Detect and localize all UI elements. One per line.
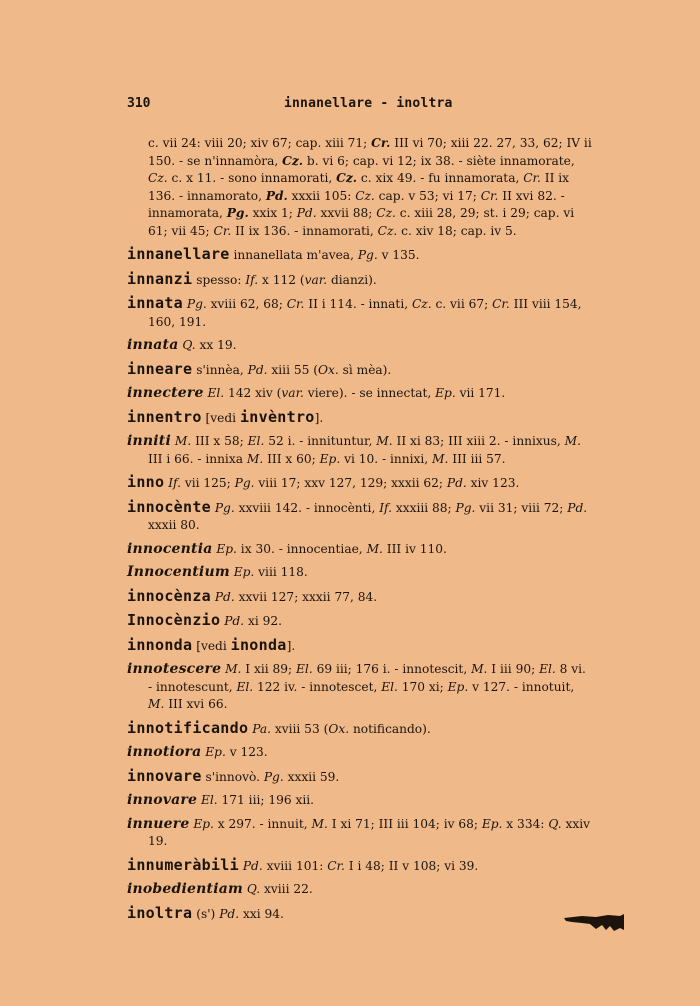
entry-text: I xi 71; III iii 104; iv 68; <box>327 816 482 831</box>
source-abbreviation: If. <box>245 272 259 287</box>
dictionary-entry <box>127 295 593 331</box>
entry-text: vi 10. - innixi, <box>340 451 433 466</box>
entry-text: III viii 154, 160, 191. <box>148 297 582 329</box>
source-abbreviation: Cz. <box>411 297 432 311</box>
entry-text: xxiv 19. <box>148 816 590 848</box>
source-abbreviation: Ep. <box>481 816 503 831</box>
source-abbreviation: Ep. <box>216 541 237 556</box>
source-abbreviation: Cz. <box>148 171 168 185</box>
source-abbreviation: Pd. <box>224 614 245 628</box>
entry-text: I iii 90; <box>487 662 540 676</box>
entry-text: xiv 123. <box>466 476 520 490</box>
entry-text: (s') <box>192 906 220 921</box>
source-abbreviation: M. <box>432 451 449 466</box>
dictionary-entry <box>127 881 593 899</box>
entry-text: II xi 83; III xiii 2. - innixus, <box>392 434 565 448</box>
entry-text: c. xiv 18; cap. iv 5. <box>397 223 517 238</box>
dictionary-entry <box>127 637 593 656</box>
entry-text: [vedi <box>201 410 240 425</box>
source-abbreviation: Cr. <box>286 297 305 311</box>
headword: inneare <box>127 359 193 378</box>
source-abbreviation: M. <box>376 434 393 448</box>
entry-text: xxi 94. <box>239 906 284 921</box>
source-abbreviation: Pd. <box>567 500 588 515</box>
page-number: 310 <box>127 96 151 111</box>
source-abbreviation: Pd. <box>296 206 317 220</box>
source-abbreviation: Cz. <box>336 171 357 185</box>
source-abbreviation: M. <box>366 541 383 556</box>
source-abbreviation: Pg. <box>214 500 235 515</box>
headword: inno <box>127 473 165 491</box>
entry-text: II ix 136. - innamorati, <box>231 223 378 238</box>
source-abbreviation: If. <box>379 500 392 515</box>
entry-text: v 135. <box>377 248 420 262</box>
dictionary-entry <box>127 744 593 762</box>
dictionary-entry <box>127 612 593 631</box>
entry-text: x 334: <box>502 816 549 831</box>
source-abbreviation: Q. <box>182 338 196 352</box>
source-abbreviation: M. <box>564 434 581 448</box>
entry-text: III i 66. - innixa <box>148 451 247 466</box>
entry-text: III xvi 66. <box>164 697 228 711</box>
source-abbreviation: Ox. <box>317 362 339 377</box>
source-abbreviation: Pg. <box>263 769 284 784</box>
entry-text: II i 114. - innati, <box>304 297 412 311</box>
entry-text: xx 19. <box>195 338 237 352</box>
entry-text: xxxii 105: <box>287 188 356 203</box>
dictionary-entry <box>127 385 593 403</box>
dictionary-entry <box>127 792 593 810</box>
entry-text: innanellata m'avea, <box>229 248 358 262</box>
source-abbreviation: Pd. <box>265 188 288 203</box>
source-abbreviation: Cz. <box>377 223 398 238</box>
entry-text: viii 17; xxv 127, 129; xxxii 62; <box>254 476 447 490</box>
dictionary-entry <box>127 816 593 851</box>
source-abbreviation: Pd. <box>242 858 263 873</box>
source-abbreviation: M. <box>311 816 328 831</box>
dictionary-entry <box>127 433 593 468</box>
dictionary-entry <box>127 588 593 607</box>
source-abbreviation: Pd. <box>446 476 467 490</box>
source-abbreviation: Ep. <box>233 565 255 579</box>
entry-text: III iii 57. <box>448 451 506 466</box>
headword: innumeràbili <box>127 855 239 874</box>
source-abbreviation: El. <box>381 679 398 694</box>
entry-text: s'innèa, <box>192 362 248 377</box>
entry-text: c. vii 67; <box>431 297 493 311</box>
source-abbreviation: Pd. <box>247 362 268 377</box>
dictionary-entry <box>127 246 593 265</box>
source-abbreviation: Cr. <box>480 188 499 203</box>
source-abbreviation: M. <box>225 662 242 676</box>
entry-text: dianzi). <box>327 272 377 287</box>
entry-text: 171 iii; 196 xii. <box>217 793 315 807</box>
dictionary-entry <box>127 337 593 355</box>
entry-text: I i 48; II v 108; vi 39. <box>344 858 479 873</box>
entry-text: I xii 89; <box>241 662 297 676</box>
entry-text: III iv 110. <box>382 541 447 556</box>
entry-text: xxxii 80. <box>148 518 200 532</box>
source-abbreviation: Ox. <box>328 721 350 736</box>
dictionary-entry <box>127 409 593 428</box>
dictionary-entry <box>127 768 593 787</box>
dictionary-entry <box>127 661 593 714</box>
cross-reference-headword: invèntro <box>239 407 315 426</box>
source-abbreviation: Q. <box>548 816 562 831</box>
headword: innonda <box>127 635 193 654</box>
headword: innocentia <box>127 540 213 557</box>
headword: innocènza <box>127 586 211 605</box>
printer-ornament-icon <box>562 912 626 932</box>
entry-continuation <box>127 135 593 240</box>
entry-text: xxvii 88; <box>316 206 377 220</box>
source-abbreviation: Ep. <box>319 451 341 466</box>
source-abbreviation: Ep. <box>205 745 226 759</box>
source-abbreviation: Cr. <box>327 858 345 873</box>
headword: inobedientiam <box>127 881 243 897</box>
entry-text: vii 31; viii 72; <box>475 500 568 515</box>
entry-text: ]. <box>286 638 296 653</box>
entry-text: x 297. - innuit, <box>213 816 312 831</box>
entries-list <box>127 135 593 929</box>
source-abbreviation: Cr. <box>213 223 232 238</box>
headword: inniti <box>127 433 171 449</box>
entry-text: 69 iii; 176 i. - innotescit, <box>312 662 472 676</box>
entry-text: c. vii 24: viii 20; xiv 67; cap. xiii 71; <box>148 136 372 150</box>
source-abbreviation: El. <box>236 679 254 694</box>
source-abbreviation: Pg. <box>357 248 378 262</box>
entry-text: vii 171. <box>455 386 506 400</box>
entry-text: 8 vi. - innotescunt, <box>148 662 586 694</box>
source-abbreviation: Cz. <box>282 153 304 168</box>
source-abbreviation: Cz. <box>355 188 375 203</box>
entry-text: III x 60; <box>263 451 320 466</box>
headword: innovare <box>127 792 198 808</box>
source-abbreviation: Ep. <box>193 816 214 831</box>
entry-text: xxxiii 88; <box>391 500 456 515</box>
entry-text: xxvii 127; xxxii 77, 84. <box>234 589 378 604</box>
source-abbreviation: El. <box>539 662 556 676</box>
headword: innocènte <box>127 497 211 516</box>
entry-text: 52 i. - innituntur, <box>264 434 377 448</box>
source-abbreviation: El. <box>247 434 265 448</box>
entry-text: c. xix 49. - fu innamorata, <box>357 171 524 185</box>
entry-text: xxviii 142. - innocènti, <box>234 500 380 515</box>
entry-text: notificando). <box>349 721 431 736</box>
dictionary-entry <box>127 271 593 290</box>
dictionary-entry <box>127 905 593 924</box>
entry-text: x 112 ( <box>258 272 305 287</box>
entry-text: xi 92. <box>244 614 282 628</box>
entry-text: xviii 101: <box>262 858 328 873</box>
source-abbreviation: Cz. <box>376 206 396 220</box>
entry-text: ix 30. - innocentiae, <box>236 541 367 556</box>
headword: innotescere <box>127 661 222 677</box>
entry-text: xxix 1; <box>248 206 297 220</box>
headword: inoltra <box>127 903 193 922</box>
entry-text: III x 58; <box>191 434 248 448</box>
dictionary-entry <box>127 361 593 380</box>
dictionary-entry <box>127 474 593 493</box>
source-abbreviation: M. <box>471 662 488 676</box>
source-abbreviation: M. <box>148 697 165 711</box>
entry-text: b. vi 6; cap. vi 12; ix 38. - siète innamorate, <box>303 153 575 168</box>
headword: innentro <box>127 407 202 426</box>
source-abbreviation: El. <box>207 386 225 400</box>
source-abbreviation: Pd. <box>214 589 235 604</box>
entry-text: vii 125; <box>180 476 235 490</box>
entry-text: cap. v 53; vi 17; <box>374 188 481 203</box>
headword: innanellare <box>127 245 230 263</box>
entry-text: c. xiii 28, 29; st. i 29; cap. vi 61; vii 45; <box>148 206 575 238</box>
dictionary-entry <box>127 499 593 535</box>
source-abbreviation: Cr. <box>492 297 510 311</box>
entry-text: v 123. <box>225 745 268 759</box>
entry-text: xiii 55 ( <box>267 362 318 377</box>
headword: innectere <box>127 385 204 401</box>
entry-text: xxxii 59. <box>283 769 340 784</box>
source-abbreviation: If. <box>168 476 181 490</box>
entry-text: ]. <box>314 410 324 425</box>
source-abbreviation: Pg. <box>234 476 255 490</box>
entry-text: spesso: <box>192 272 246 287</box>
headword: innuere <box>127 815 190 832</box>
source-abbreviation: Cr. <box>523 171 541 185</box>
entry-text: xviii 53 ( <box>270 721 329 736</box>
source-abbreviation: Pa. <box>252 721 271 736</box>
source-abbreviation: var. <box>281 386 304 400</box>
source-abbreviation: Q. <box>246 882 261 896</box>
source-abbreviation: El. <box>296 662 313 676</box>
headword: Innocènzio <box>127 611 221 629</box>
entry-text: viii 118. <box>254 565 308 579</box>
dictionary-entry <box>127 541 593 559</box>
headword: Innocentium <box>127 564 230 580</box>
entry-text: c. x 11. - sono innamorati, <box>167 171 337 185</box>
source-abbreviation: Pg. <box>226 206 249 220</box>
entry-text: xviii 62, 68; <box>206 297 287 311</box>
dictionary-entry <box>127 720 593 739</box>
entry-text: [vedi <box>192 638 231 653</box>
headword: innata <box>127 337 179 353</box>
entry-text: 170 xi; <box>397 679 448 694</box>
entry-text: xviii 22. <box>260 882 313 896</box>
entry-text: viere). - se innectat, <box>303 386 436 400</box>
headword: innovare <box>127 766 202 785</box>
headword: innotificando <box>127 718 249 737</box>
dictionary-entry <box>127 857 593 876</box>
headword: innata <box>127 294 183 312</box>
headword: innotiora <box>127 744 202 760</box>
entry-text: sì mèa). <box>338 362 392 377</box>
source-abbreviation: Ep. <box>435 386 456 400</box>
entry-text: II xvi 82. - innamorata, <box>148 188 565 220</box>
source-abbreviation: Pd. <box>219 906 240 921</box>
source-abbreviation: M. <box>246 451 264 466</box>
source-abbreviation: var. <box>304 272 328 287</box>
headword: innanzi <box>127 269 193 288</box>
source-abbreviation: M. <box>174 434 192 448</box>
source-abbreviation: Pg. <box>186 297 207 311</box>
entry-text: v 127. - innotuit, <box>468 679 575 694</box>
source-abbreviation: Pg. <box>455 500 476 515</box>
entry-text: s'innovò. <box>201 769 264 784</box>
cross-reference-headword: inonda <box>230 635 287 654</box>
entry-text: II ix 136. - innamorato, <box>148 171 570 203</box>
dictionary-entry <box>127 564 593 582</box>
entry-text: 122 iv. - innotescet, <box>253 679 382 694</box>
entry-text: III vi 70; xiii 22. 27, 33, 62; IV ii 150. - se n'innamòra, <box>148 136 592 168</box>
source-abbreviation: Ep. <box>447 679 469 694</box>
running-title: innanellare - inoltra <box>284 96 453 111</box>
source-abbreviation: El. <box>200 793 218 807</box>
source-abbreviation: Cr. <box>371 136 391 150</box>
entry-text: 142 xiv ( <box>224 386 282 400</box>
page-header <box>127 96 593 116</box>
